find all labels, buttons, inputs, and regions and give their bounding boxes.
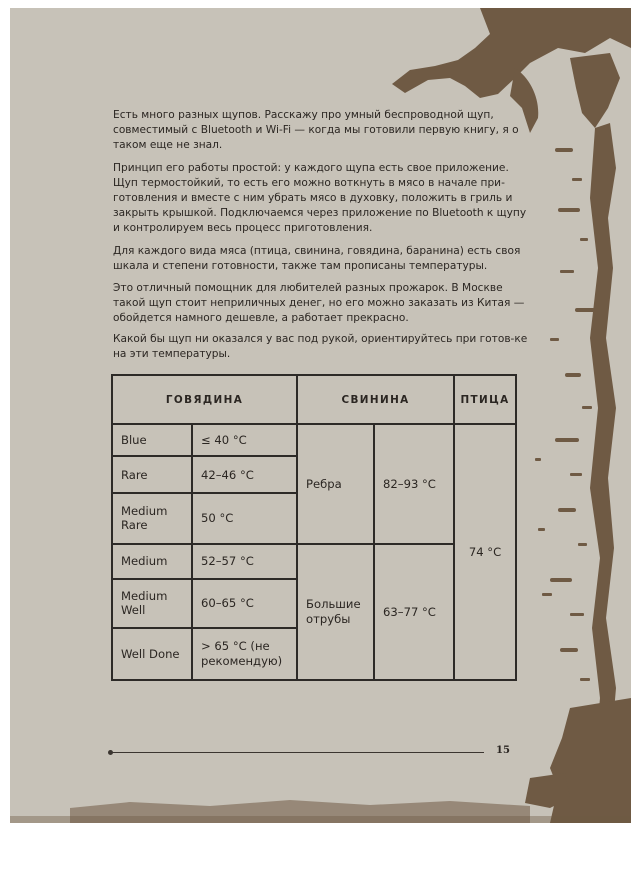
doneness-cell: Rare (112, 456, 192, 493)
body-text (113, 108, 533, 334)
footer-divider (110, 752, 484, 753)
pork-temp-cell: 63–77 °C (374, 544, 454, 680)
header-poultry: ПТИЦА (454, 375, 516, 424)
page-number: 15 (496, 745, 510, 756)
header-pork: СВИНИНА (297, 375, 454, 424)
pork-temp-cell: 82–93 °C (374, 424, 454, 543)
doneness-cell: Well Done (112, 628, 192, 680)
doneness-cell: Medium Well (112, 579, 192, 628)
temp-cell: ≤ 40 °C (192, 424, 297, 456)
table-header-row (112, 375, 516, 424)
temp-cell: 52–57 °C (192, 544, 297, 579)
doneness-cell: Blue (112, 424, 192, 456)
pork-cut-cell: Большие отрубы (297, 544, 374, 680)
intro-text: Какой бы щуп ни оказался у вас под рукой, ориентируйтесь при готов-ке на эти температуры. (113, 333, 528, 361)
temp-cell: 60–65 °C (192, 579, 297, 628)
book-page (10, 8, 631, 823)
paragraph: Для каждого вида мяса (птица, свинина, говядина, баранина) есть своя шкала и степени готовности, также там прописаны температуры. (113, 244, 521, 272)
pork-cut-cell: Ребра (297, 424, 374, 543)
paragraph: Принцип его работы простой: у каждого щупа есть свое приложение. Щуп термостойкий, то есть его можно воткнуть в мясо в начале при-готовления и вместе с ним убрать мясо в духовку, положить в гриль и закрыть крышкой. Подключаемся через приложение по Bluetooth к щупу и контролируем весь процесс приготовления. (113, 161, 527, 235)
table-row (112, 424, 516, 456)
poultry-temp-cell: 74 °C (454, 424, 516, 680)
temp-cell: 42–46 °C (192, 456, 297, 493)
paragraph: Это отличный помощник для любителей разных прожарок. В Москве такой щуп стоит неприличных денег, но его можно заказать из Китая — обойдется намного дешевле, а работает прекрасно. (113, 282, 525, 325)
doneness-cell: Medium Rare (112, 493, 192, 543)
temperature-table (111, 374, 517, 681)
paragraph: Есть много разных щупов. Расскажу про умный беспроводной щуп, совместимый с Bluetooth и Wi-Fi — когда мы готовили первую книгу, я о таком еще не знал. (113, 109, 519, 152)
doneness-cell: Medium (112, 544, 192, 579)
temp-cell: 50 °C (192, 493, 297, 543)
header-beef: ГОВЯДИНА (112, 375, 297, 424)
temp-cell: > 65 °C (не рекомендую) (192, 628, 297, 680)
